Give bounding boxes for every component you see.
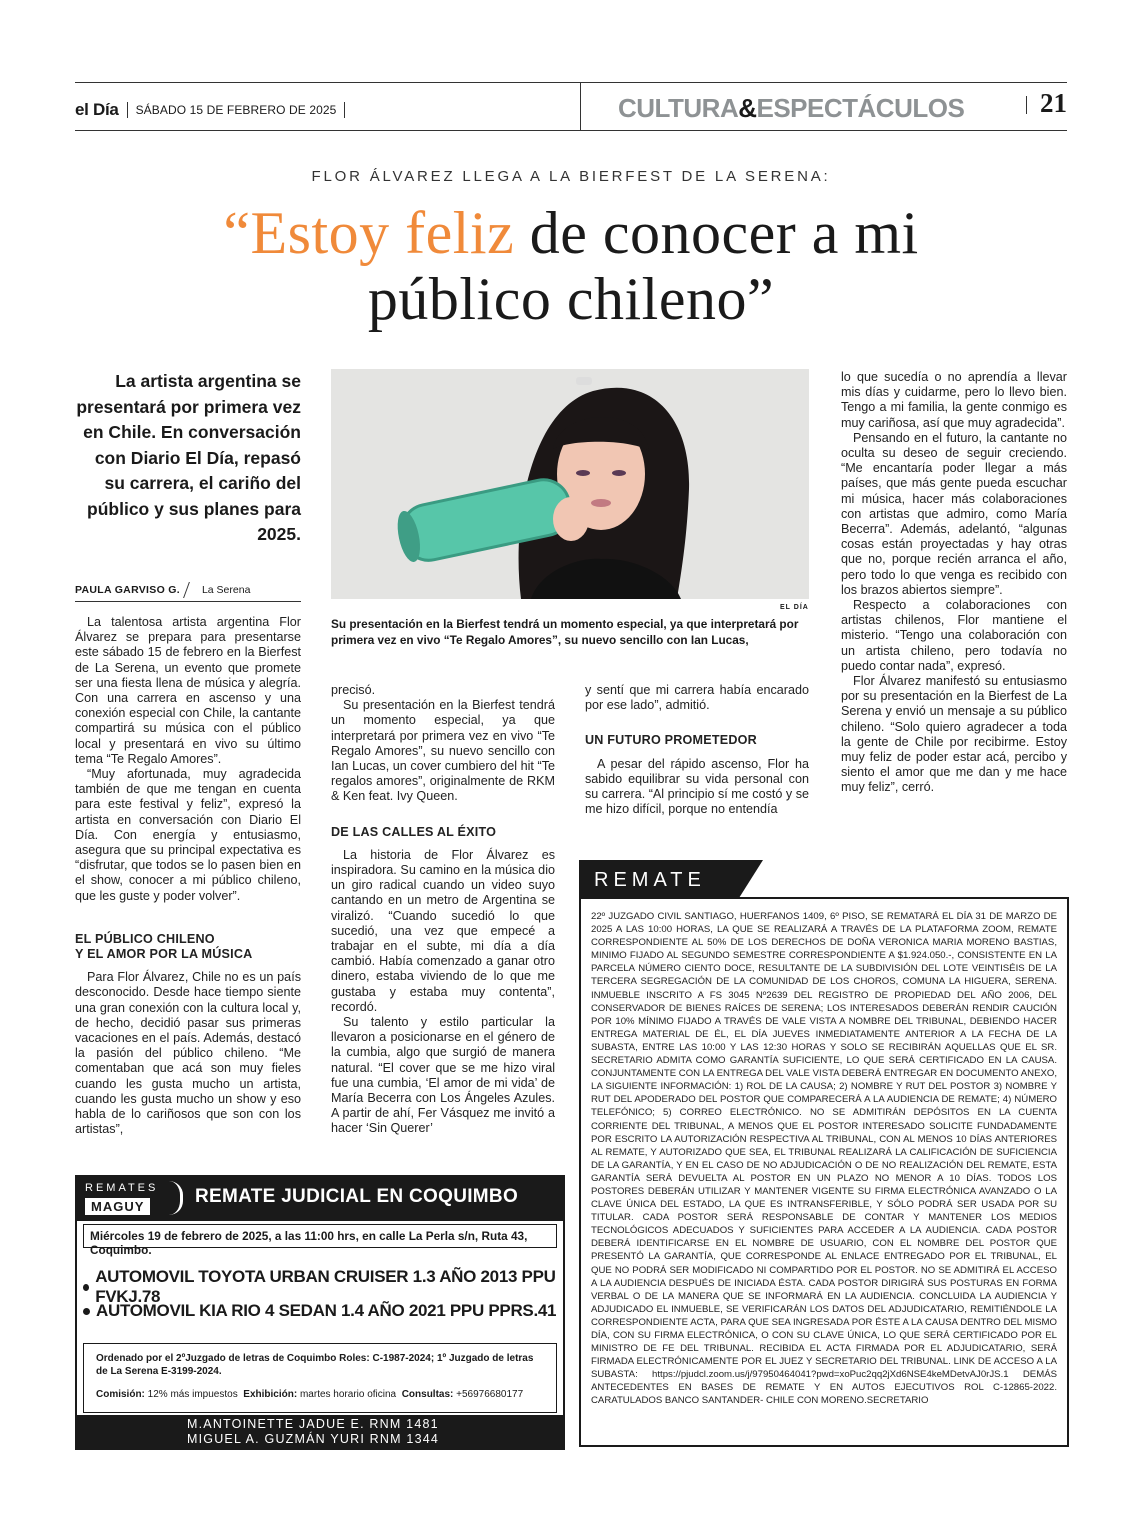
byline-rule — [75, 601, 301, 602]
commission-label: Comisión: — [96, 1389, 145, 1400]
header-divider — [580, 82, 581, 130]
contact-label: Consultas: — [401, 1389, 454, 1400]
paragraph: Para Flor Álvarez, Chile no es un país desconocido. Desde hace tiempo siente una gran conexión con la cultura local y, de hecho, decidió pasar sus primeras vacaciones en el país. Además, destacó la pasión del público chileno. “Me comentaban que acá son muy fieles cuando les gusta mucho un artista, cuando les gusta mucho un show y eso habla de lo cariñosos que son con los artistas”, — [75, 970, 301, 1137]
paragraph: Respecto a colaboraciones con artistas chilenos, Flor mantiene el misterio. “Tengo una colaboración con un artista chileno, pero todavía no puedo contar nada”, expresó. — [841, 598, 1067, 673]
paragraph: “Muy afortunada, muy agradecida también de que me tengan en cuenta para este festival y feliz”, expresó la artista en conversación con Diario El Día. Con energía y entusiasmo, asegura que su principal expectativa es “disfrutar, que todos se lo pasen bien en el show, conocer a mi público chileno, que les guste y poder volver”. — [75, 767, 301, 903]
auctioneer-2: MIGUEL A. GUZMÁN YURI RNM 1344 — [187, 1432, 440, 1446]
newspaper-logo: el Día — [75, 100, 119, 119]
subheading: DE LAS CALLES AL ÉXITO — [331, 824, 497, 839]
viewing-value: martes horario oficina — [299, 1389, 397, 1400]
auctioneer-1: M.ANTOINETTE JADUE E. RNM 1481 — [187, 1417, 439, 1431]
subheading-line: Y EL AMOR POR LA MÚSICA — [75, 947, 253, 962]
subheading: UN FUTURO PROMETEDOR — [585, 733, 757, 748]
issue-date: SÁBADO 15 DE FEBRERO DE 2025 — [135, 103, 337, 117]
section-name-b: ESPECTÁCULOS — [756, 93, 965, 123]
article-kicker: FLOR ÁLVAREZ LLEGA A LA BIERFEST DE LA SERENA: — [311, 168, 831, 185]
header-rule-bottom — [75, 130, 1067, 131]
author-name: PAULA GARVISO G. — [75, 584, 180, 596]
article-column-1 — [75, 615, 301, 1138]
viewing-label: Exhibición: — [243, 1389, 298, 1400]
author-location: La Serena — [201, 584, 251, 596]
paragraph: La historia de Flor Álvarez es inspiradora. Su camino en la música dio un giro radical cuando un video suyo cantando en un metro de Argentina se viralizó. “Cuando sucedió lo que sucedió, una vez que empecé a trabajar en el subte, mi día a día cambió. Había comenzado a ganar otro dinero, estaba viviendo de lo que me gustaba y estaba muy contenta”, recordó. — [331, 847, 555, 1014]
ad-logo-top: REMATES — [85, 1182, 159, 1194]
article-column-2 — [331, 683, 555, 1137]
ad-court-order: Ordenado por el 2ºJuzgado de letras de Coquimbo Roles: C-1987-2024; 1º Juzgado de letras de La Serena E-3199-2024. — [96, 1353, 534, 1377]
ad-terms — [96, 1388, 544, 1401]
headline-part-2: público chileno” — [367, 266, 775, 332]
paragraph: y sentí que mi carrera había encarado por ese lado”, admitió. — [585, 683, 809, 713]
ad-details — [83, 1343, 557, 1413]
bullet-icon — [83, 1308, 90, 1315]
paragraph: A pesar del rápido ascenso, Flor ha sabido equilibrar su vida personal con su carrera. “Al principio sí me costó y se me hizo difícil, porque no entendía — [585, 756, 809, 817]
ad-lot-label: AUTOMOVIL TOYOTA URBAN CRUISER 1.3 AÑO 2013 PPU FVKJ.78 — [95, 1267, 556, 1306]
article-headline — [100, 200, 1042, 332]
auction-link[interactable]: https://pjudcl.zoom.us/j/97950464041?pwd=xoPuc2qq2jXd6NSE4keMDetvAJ0rJS.1 — [652, 1369, 1009, 1381]
ad-lot-label: AUTOMOVIL KIA RIO 4 SEDAN 1.4 AÑO 2021 PPU PPRS.41 — [96, 1301, 557, 1320]
paragraph: Pensando en el futuro, la cantante no oculta su deseo de seguir creciendo. “Me encantaría poder llegar a más países, que más gente pueda escuchar mi música, hacer más colaboraciones con artistas que admiro, como María Becerra”. Además, adelantó, “algunas cosas están proyectadas y hay otras que no, porque recién arranca el año, pero todo lo que venga es recibido con los brazos abiertos siempre”. — [841, 430, 1067, 597]
legal-notice-body — [591, 910, 1057, 1408]
subheading-line: EL PÚBLICO CHILENO — [75, 931, 215, 946]
paragraph: Su talento y estilo particular la llevaron a posicionarse en el género de la cumbia, algo que surgió de manera natural. “El cover que se me hizo viral fue una cumbia, ‘El amor de mi vida’ de María Becerra con Los Ángeles Azules. A partir de ahí, Fer Vásquez me invitó a hacer ‘Sin Querer’ — [331, 1015, 555, 1136]
byline-slash — [183, 582, 199, 598]
headline-highlight: “Estoy feliz — [223, 200, 515, 266]
headline-part-1: de conocer a mi — [514, 200, 919, 266]
article-photo — [331, 369, 809, 599]
ad-footer-band — [77, 1415, 563, 1448]
section-name-a: CULTURA — [618, 93, 739, 123]
legal-notice-tail: DEMÁS ANTECEDENTES EN BASES DE REMATE Y EN AUTOS EJECUTIVOS ROL C-12865-2022. CARATULADOS BANCO SANTANDER- CHILE CON MORENO.SECRETARIO — [591, 1369, 1057, 1407]
header-rule-top — [75, 82, 1067, 83]
legal-notice-text: 22º JUZGADO CIVIL SANTIAGO, HUERFANOS 1409, 6º PISO, SE REMATARÁ EL DÍA 31 DE MARZO DE 2025 A LAS 10:00 HORAS, LA QUE SE REALIZARÁ A TRAVÉS DE LA PLATAFORMA ZOOM, REMATE CORRESPONDIENTE AL 50% DE LOS DERECHOS DE DOÑA VERONICA MARIA MORENO BASTIAS, MINIMO FIJADO AL SEGUNDO SEMESTRE CORRESPONDIENTE A $1.924.050.-, CONSISTENTE EN LA PARCELA NÚMERO CIENTO DOCE, RESULTANTE DE LA SUBDIVISIÓN DEL LOTE VEINTISÉIS DE LA TERCERA SEGREGACIÓN DE LA COMUNIDAD DE LOS CHOROS, COMUNA LA HIGUERA, SERENA. INMUEBLE INSCRITO A FS 3045 Nº2639 DEL REGISTRO DE PROPIEDAD DEL AÑO 2006, DEL CONSERVADOR DE BIENES RAÍCES DE SERENA; LOS INTERESADOS DEBERÁN RENDIR CAUCIÓN POR 10% MÍNIMO FIJADO A TRAVÉS DE VALE VISTA A NOMBRE DEL TRIBUNAL, DEBIENDO HACER ENTREGA MATERIAL DE ÉL, EL DÍA JUEVES INMEDIATAMENTE ANTERIOR A LA FECHA DE LA SUBASTA, ENTRE LAS 10:00 Y LAS 12:30 HORAS Y SOLO SE RECIBIRÁN AQUELLAS QUE EL SR. SECRETARIO ADMITA COMO GARANTÍA SUFICIENTE, LO QUE SERÁ CERTIFICADO EN LA CAUSA. CONJUNTAMENTE CON LA ENTREGA DEL VALE VISTA DEBERÁ ENTREGAR EN DOCUMENTO ANEXO, LA SIGUIENTE INFORMACIÓN: 1) ROL DE LA CAUSA; 2) NOMBRE Y RUT DEL POSTOR 3) NOMBRE Y RUT DEL APODERADO DEL POSTOR QUE COMPARECERÁ A LA AUDIENCIA DE REMATE; 4) NÚMERO TELEFÓNICO; 5) CORREO ELECTRÓNICO. NO SE ADMITIRÁN DEPÓSITOS EN LA CUENTA CORRIENTE DEL TRIBUNAL, A MENOS QUE EL POSTOR INTERESADO SOLICITE FUNDADAMENTE POR ESCRITO LA AUTORIZACIÓN RESPECTIVA AL TRIBUNAL, CON AL MENOS 10 DÍAS ANTERIORES AL REMATE, Y AUTORIZADO QUE SEA, EL TRIBUNAL REALIZARÁ LA CALIFICACIÓN DE SUFICIENCIA DE LA GARANTÍA, Y EN EL CASO DE NO ADJUDICACIÓN O DE NO REALIZACIÓN DEL REMATE, ESTA GARANTÍA SERÁ DEVUELTA AL POSTOR EN UN PLAZO NO MENOR A 10 DÍAS. TODOS LOS POSTORES DEBERÁN UTILIZAR Y MANTENER VIGENTE SU FIRMA ELECTRÓNICA AVANZADO O LA CLAVE ÚNICA DEL ESTADO, LA QUE ES INTRANSFERIBLE, Y SÓLO PODRÁ SER USADA POR SU TITULAR. CADA POSTOR SERÁ RESPONSABLE DE CONTAR Y MANTENER LOS MEDIOS TECNOLÓGICOS ADECUADOS Y SUFICIENTES PARA ACCEDER A LA AUDIENCIA. CADA POSTOR DEBERÁ IDENTIFICARSE EN EL NOMBRE DE USUARIO, CON EL NOMBRE DEL POSTOR QUE PRESENTÓ LA GARANTÍA, QUE CORRESPONDE AL ENLACE ENTREGADO POR EL TRIBUNAL, EL QUE NO PODRÁ SER MODIFICADO NI COMPARTIDO POR EL POSTOR. NO SE ADMITIRÁ EL ACCESO A LA AUDIENCIA DESPUÉS DE INICIADA ÉSTA. CADA POSTOR DIRIGIRÁ SUS POSTURAS EN FORMA VERBAL O DE LA MANERA QUE SE INFORMARÁ EN LA AUDIENCIA. CONCLUIDA LA AUDIENCIA Y ADJUDICADO EL INMUEBLE, SE VERIFICARÁN LOS DATOS DEL ADJUDICATARIO, REMITIÉNDOLE LA CORRESPONDIENTE ACTA, PARA QUE SEA INGRESADA POR ÉSTE A LA CAUSA DENTRO DEL MISMO DÍA, CON SU FIRMA ELECTRÓNICA, O CON SU CLAVE ÚNICA, LO QUE SERÁ CERTIFICADO POR EL MINISTRO DE FE DEL TRIBUNAL. RECIBIDA EL ACTA FIRMADA POR EL ADJUDICATARIO, SERÁ FIRMADA ELECTRÓNICAMENTE POR EL JUEZ Y SECRETARIO DEL TRIBUNAL. LINK DE ACCESO A LA SUBASTA: — [591, 911, 1057, 1381]
commission-value: 12% más impuestos — [147, 1389, 238, 1400]
contact-phone[interactable]: +56976680177 — [456, 1389, 524, 1400]
header-separator — [344, 102, 345, 118]
section-ampersand: & — [738, 93, 757, 123]
ad-lot-item — [83, 1301, 556, 1321]
legal-notice-tab-corner — [739, 860, 763, 898]
section-title — [618, 93, 964, 124]
header-separator — [127, 102, 128, 118]
photo-credit: EL DÍA — [780, 604, 809, 611]
page-number: 21 — [1040, 88, 1067, 118]
paragraph: Flor Álvarez manifestó su entusiasmo por su presentación en la Bierfest de La Serena y envió un mensaje a su público chileno. “Solo quiero agradecer a toda la gente de Chile por recibirme. Estoy muy feliz de poder estar acá, percibo y siento el amor que me dan y me hace muy feliz”, cerró. — [841, 674, 1067, 795]
article-lead: La artista argentina se presentará por primera vez en Chile. En conversación con Diario El Día, repasó su carrera, el cariño del público y sus planes para 2025. — [76, 371, 301, 544]
portrait-illustration — [331, 369, 809, 599]
auction-advertisement — [75, 1175, 565, 1450]
byline — [75, 582, 250, 598]
article-column-3 — [585, 683, 809, 817]
header-left — [75, 100, 345, 120]
paragraph: La talentosa artista argentina Flor Álvarez se prepara para presentarse este sábado 15 de febrero en la Bierfest de La Serena, un evento que promete ser una fiesta llena de música y alegría. Con una carrera en ascenso y una conexión especial con Chile, la cantante compartirá su música con el público local y presentará en vivo su último tema “Te Regalo Amores”. — [75, 615, 301, 766]
paragraph: lo que sucedía o no aprendía a llevar mis días y cuidarme, pero lo llevo bien. Tengo a mi familia, la gente conmigo es muy cariñosa, así que muy agradecida”. — [841, 370, 1067, 430]
bullet-icon — [83, 1284, 89, 1291]
page-number-separator — [1026, 96, 1027, 114]
paragraph: Su presentación en la Bierfest tendrá un momento especial, ya que interpretará por primera vez en vivo “Te Regalo Amores”, su nuevo sencillo con Ian Lucas, un cover cumbiero del hit “Te regalos amores”, originalmente de RKM & Ken feat. Ivy Queen. — [331, 698, 555, 804]
legal-notice-title: REMATE — [594, 869, 706, 891]
subheading — [75, 932, 301, 962]
ad-headline: REMATE JUDICIAL EN COQUIMBO — [195, 1186, 519, 1207]
paragraph: precisó. — [331, 683, 376, 697]
ad-logo-bottom: MAGUY — [85, 1198, 150, 1215]
ad-date-line: Miércoles 19 de febrero de 2025, a las 11:00 hrs, en calle La Perla s/n, Ruta 43, Coquimbo. — [83, 1224, 557, 1248]
photo-caption: Su presentación en la Bierfest tendrá un momento especial, ya que interpretará por primera vez en vivo “Te Regalo Amores”, su nuevo sencillo con Ian Lucas, — [331, 617, 799, 647]
article-column-4 — [841, 370, 1067, 796]
